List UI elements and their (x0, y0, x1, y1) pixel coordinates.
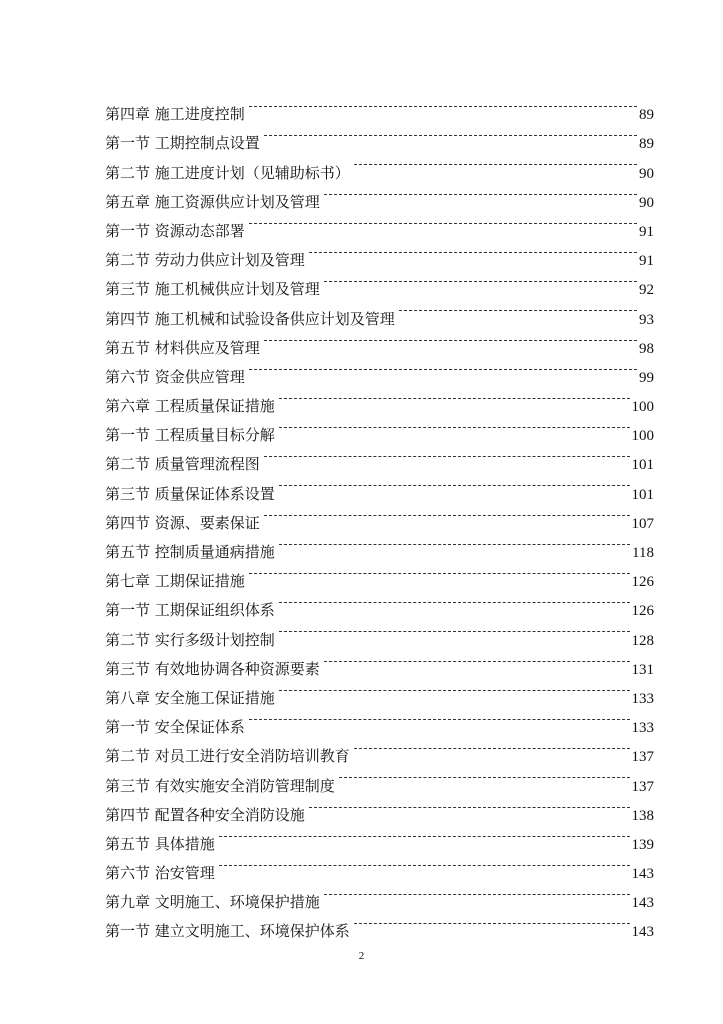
toc-dot-leader (279, 674, 630, 703)
toc-dot-leader (279, 615, 630, 644)
toc-dot-leader (399, 294, 637, 323)
toc-dot-leader (279, 382, 630, 411)
toc-dot-leader (249, 207, 637, 236)
toc-dot-leader (354, 732, 630, 761)
toc-entry-page: 92 (639, 282, 654, 299)
toc-entry-title: 第三节 有效实施安全消防管理制度 (105, 776, 335, 795)
toc-entry-page: 90 (639, 165, 654, 182)
toc-entry-page: 101 (631, 486, 654, 503)
toc-entry-title: 第三节 施工机械供应计划及管理 (105, 280, 320, 299)
toc-entry-title: 第一节 工期控制点设置 (105, 134, 260, 153)
toc-entry-page: 100 (631, 428, 654, 445)
toc-entry-page: 137 (631, 778, 654, 795)
toc-entry[interactable] (105, 90, 654, 124)
toc-entry-page: 133 (631, 720, 654, 737)
toc-entry-page: 100 (631, 399, 654, 416)
toc-dot-leader (324, 878, 630, 907)
toc-entry-title: 第三节 质量保证体系设置 (105, 484, 275, 503)
toc-entry-title: 第八章 安全施工保证措施 (105, 688, 275, 707)
toc-entry-page: 93 (639, 311, 654, 328)
toc-dot-leader (279, 586, 630, 615)
toc-dot-leader (309, 791, 630, 820)
toc-entry-page: 89 (639, 107, 654, 124)
toc-entry-title: 第七章 工期保证措施 (105, 572, 245, 591)
toc-entry-page: 89 (639, 136, 654, 153)
toc-entry-page: 139 (631, 836, 654, 853)
toc-dot-leader (264, 499, 630, 528)
toc-entry-page: 126 (631, 574, 654, 591)
toc-entry-title: 第六章 工程质量保证措施 (105, 397, 275, 416)
toc-dot-leader (249, 703, 630, 732)
toc-dot-leader (279, 469, 630, 498)
toc-entry-title: 第二节 质量管理流程图 (105, 455, 260, 474)
toc-entry-page: 98 (639, 340, 654, 357)
toc-dot-leader (219, 849, 630, 878)
toc-entry-title: 第四节 配置各种安全消防设施 (105, 805, 305, 824)
toc-entry-title: 第四节 资源、要素保证 (105, 513, 260, 532)
toc-entry-page: 90 (639, 194, 654, 211)
toc-entry-title: 第一节 工期保证组织体系 (105, 601, 275, 620)
toc-entry-page: 137 (631, 749, 654, 766)
toc-dot-leader (219, 820, 630, 849)
toc-entry-page: 143 (631, 895, 654, 912)
toc-entry-page: 91 (639, 253, 654, 270)
toc-dot-leader (354, 148, 637, 177)
toc-entry-page: 133 (631, 690, 654, 707)
table-of-contents (105, 90, 654, 941)
toc-dot-leader (324, 265, 637, 294)
toc-dot-leader (264, 119, 637, 148)
toc-entry-title: 第五节 控制质量通病措施 (105, 543, 275, 561)
toc-dot-leader (339, 761, 630, 790)
toc-entry-title: 第六节 资金供应管理 (105, 367, 245, 386)
toc-entry-title: 第二节 施工进度计划（见辅助标书） (105, 163, 350, 182)
toc-entry-page: 91 (639, 223, 654, 240)
toc-entry-title: 第四节 施工机械和试验设备供应计划及管理 (105, 309, 395, 328)
toc-entry-page: 143 (631, 866, 654, 883)
toc-dot-leader (279, 528, 630, 557)
toc-entry-title: 第六节 治安管理 (105, 864, 215, 883)
toc-entry-title: 第一节 建立文明施工、环境保护体系 (105, 922, 350, 941)
toc-dot-leader (249, 90, 637, 119)
toc-entry-title: 第五节 具体措施 (105, 834, 215, 853)
toc-dot-leader (324, 645, 630, 674)
toc-entry-page: 143 (631, 924, 654, 941)
toc-entry-page: 126 (631, 603, 654, 620)
toc-entry-title: 第二节 劳动力供应计划及管理 (105, 251, 305, 270)
toc-entry-page: 107 (631, 515, 654, 532)
toc-dot-leader (309, 236, 637, 265)
toc-entry-title: 第一节 资源动态部署 (105, 221, 245, 240)
toc-dot-leader (264, 324, 637, 353)
toc-entry-page: 138 (631, 807, 654, 824)
toc-entry-page: 118 (632, 545, 654, 561)
toc-entry-title: 第二节 实行多级计划控制 (105, 630, 275, 649)
toc-entry-title: 第九章 文明施工、环境保护措施 (105, 893, 320, 912)
toc-entry-page: 99 (639, 369, 654, 386)
toc-dot-leader (324, 178, 637, 207)
toc-entry-title: 第一节 安全保证体系 (105, 718, 245, 737)
toc-entry-title: 第三节 有效地协调各种资源要素 (105, 659, 320, 678)
page-number: 2 (358, 950, 365, 962)
toc-dot-leader (264, 440, 630, 469)
toc-dot-leader (249, 557, 630, 586)
toc-dot-leader (279, 411, 630, 440)
toc-dot-leader (249, 353, 637, 382)
toc-entry-title: 第一节 工程质量目标分解 (105, 426, 275, 445)
toc-entry-page: 101 (631, 457, 654, 474)
toc-entry-title: 第二节 对员工进行安全消防培训教育 (105, 747, 350, 766)
toc-entry-title: 第五章 施工资源供应计划及管理 (105, 192, 320, 211)
toc-dot-leader (354, 907, 630, 936)
toc-entry-title: 第四章 施工进度控制 (105, 105, 245, 124)
toc-entry-page: 128 (631, 632, 654, 649)
toc-entry-title: 第五节 材料供应及管理 (105, 338, 260, 357)
toc-entry-page: 131 (631, 661, 654, 678)
